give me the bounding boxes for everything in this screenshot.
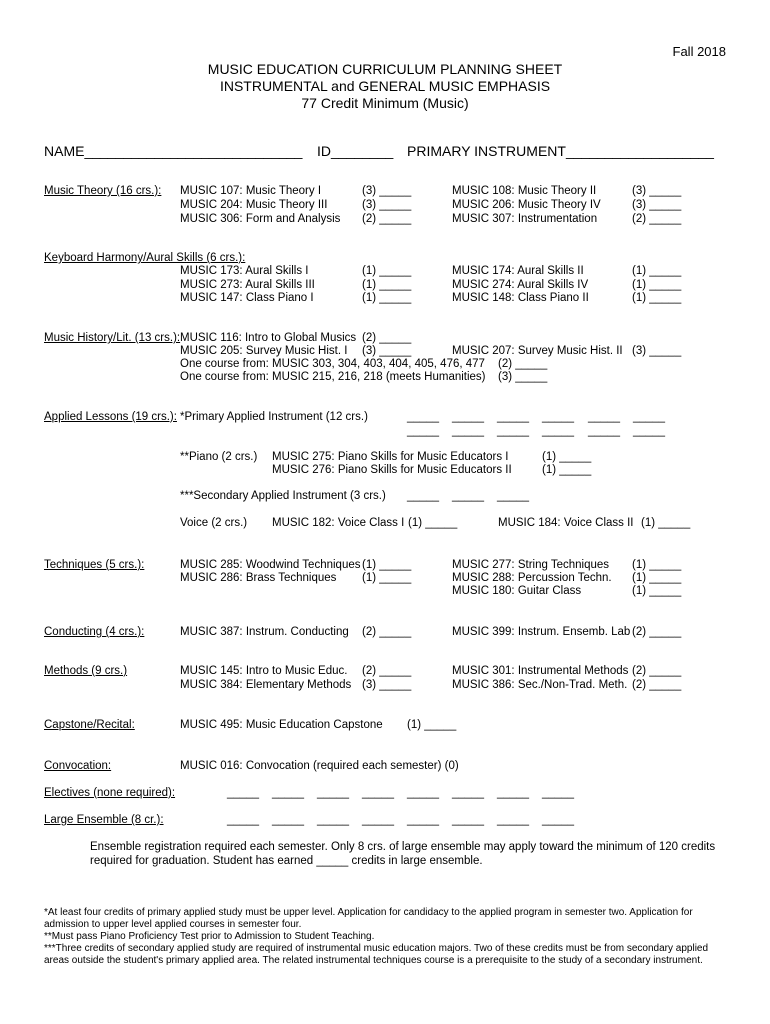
credit-blank[interactable]: (2) _____ — [362, 626, 412, 638]
section-label: Capstone/Recital: — [44, 719, 135, 731]
blank[interactable]: _____ — [272, 814, 304, 826]
page-title: MUSIC EDUCATION CURRICULUM PLANNING SHEET — [207, 61, 563, 77]
credit-blank[interactable]: (2) _____ — [362, 332, 412, 344]
blank[interactable]: _____ — [317, 814, 349, 826]
section-label: Keyboard Harmony/Aural Skills (6 crs.): — [44, 252, 246, 264]
credit-blank[interactable]: (2) _____ — [632, 626, 682, 638]
course: MUSIC 288: Percussion Techn. — [452, 572, 612, 584]
footnotes — [44, 907, 724, 967]
blank[interactable]: _____ — [272, 787, 304, 799]
course: MUSIC 277: String Techniques — [452, 559, 610, 571]
credit-blank[interactable]: (1) _____ — [407, 719, 457, 731]
course: MUSIC 206: Music Theory IV — [452, 199, 601, 211]
blank[interactable]: _____ — [497, 411, 529, 423]
credit-blank[interactable]: (3) _____ — [632, 185, 682, 197]
credit-blank[interactable]: (1) _____ — [542, 464, 592, 476]
course: MUSIC 184: Voice Class II — [498, 517, 634, 529]
credit-blank[interactable]: (1) _____ — [408, 517, 458, 529]
blank[interactable]: _____ — [497, 814, 529, 826]
section-label: Music Theory (16 crs.): — [44, 185, 162, 197]
course: MUSIC 204: Music Theory III — [180, 199, 328, 211]
term-label: Fall 2018 — [672, 44, 726, 59]
blank[interactable]: _____ — [542, 425, 574, 437]
blank[interactable]: _____ — [452, 814, 484, 826]
footnote: *At least four credits of primary applied study must be upper level. Application for candidacy to the applied program in semester two. Application for admission to upper level applied courses in semester four. — [44, 907, 693, 930]
primary-instrument-label: *Primary Applied Instrument (12 crs.) — [180, 411, 368, 423]
course: MUSIC 173: Aural Skills I — [180, 265, 309, 277]
footnote: **Must pass Piano Proficiency Test prior to Admission to Student Teaching. — [44, 931, 375, 942]
course: MUSIC 107: Music Theory I — [180, 185, 322, 197]
course: MUSIC 307: Instrumentation — [452, 213, 598, 225]
credit-blank[interactable]: (1) _____ — [632, 279, 682, 291]
blank[interactable]: _____ — [452, 411, 484, 423]
blank[interactable]: _____ — [407, 814, 439, 826]
piano-label: **Piano (2 crs.) — [180, 451, 258, 463]
course: MUSIC 147: Class Piano I — [180, 292, 314, 304]
blank[interactable]: _____ — [407, 425, 439, 437]
course: MUSIC 384: Elementary Methods — [180, 679, 352, 691]
credit-blank[interactable]: (1) _____ — [632, 559, 682, 571]
course: MUSIC 108: Music Theory II — [452, 185, 597, 197]
voice-label: Voice (2 crs.) — [180, 517, 248, 529]
credit-blank[interactable]: (1) _____ — [632, 572, 682, 584]
blank[interactable]: _____ — [227, 814, 259, 826]
credit-blank[interactable]: (1) _____ — [632, 292, 682, 304]
blank[interactable]: _____ — [317, 787, 349, 799]
course: MUSIC 116: Intro to Global Musics — [180, 332, 357, 344]
credit-blank[interactable]: (3) _____ — [362, 345, 412, 357]
course: MUSIC 016: Convocation (required each semester) (0) — [180, 760, 459, 772]
blank[interactable]: _____ — [407, 787, 439, 799]
section-label: Techniques (5 crs.): — [44, 559, 145, 571]
course: MUSIC 145: Intro to Music Educ. — [180, 665, 348, 677]
credit-blank[interactable]: (2) _____ — [362, 665, 412, 677]
course: MUSIC 399: Instrum. Ensemb. Lab — [452, 626, 631, 638]
section-label: Convocation: — [44, 760, 112, 772]
credit-blank[interactable]: (1) _____ — [362, 572, 412, 584]
course: MUSIC 182: Voice Class I — [272, 517, 405, 529]
blank[interactable]: _____ — [407, 490, 439, 502]
footnote: ***Three credits of secondary applied study are required of instrumental music education majors. Two of these credits must be from secondary applied areas outside the student's primary applied area. The related instrumental techniques course is a prerequisite to the study of a secondary instrument. — [44, 943, 709, 966]
blank[interactable]: _____ — [497, 787, 529, 799]
credit-blank[interactable]: (2) _____ — [362, 213, 412, 225]
id-field[interactable]: ID________ — [317, 143, 394, 159]
credit-blank[interactable]: (3) _____ — [498, 371, 548, 383]
course: MUSIC 275: Piano Skills for Music Educators I — [272, 451, 509, 463]
credit-blank[interactable]: (2) _____ — [632, 679, 682, 691]
credit-blank[interactable]: (2) _____ — [632, 665, 682, 677]
credit-blank[interactable]: (1) _____ — [362, 265, 412, 277]
course: MUSIC 286: Brass Techniques — [180, 572, 337, 584]
blank[interactable]: _____ — [588, 425, 620, 437]
course: MUSIC 495: Music Education Capstone — [180, 719, 383, 731]
credit-blank[interactable]: (1) _____ — [632, 265, 682, 277]
credit-blank[interactable]: (3) _____ — [362, 199, 412, 211]
course: One course from: MUSIC 303, 304, 403, 404, 405, 476, 477 — [180, 358, 485, 370]
credit-blank[interactable]: (3) _____ — [362, 185, 412, 197]
blank[interactable]: _____ — [588, 411, 620, 423]
credit-blank[interactable]: (1) _____ — [641, 517, 691, 529]
credit-blank[interactable]: (3) _____ — [632, 345, 682, 357]
course: MUSIC 301: Instrumental Methods — [452, 665, 629, 677]
section-label: Applied Lessons (19 crs.): — [44, 411, 177, 423]
blank[interactable]: _____ — [497, 425, 529, 437]
course: One course from: MUSIC 215, 216, 218 (meets Humanities) — [180, 371, 486, 383]
blank[interactable]: _____ — [452, 787, 484, 799]
ensemble-note: Ensemble registration required each semester. Only 8 crs. of large ensemble may apply toward the minimum of 120 credits required for graduation. Student has earned _____ credits in large ensemble. — [90, 841, 716, 867]
blank[interactable]: _____ — [542, 411, 574, 423]
credit-blank[interactable]: (1) _____ — [542, 451, 592, 463]
course: MUSIC 285: Woodwind Techniques — [180, 559, 361, 571]
course: MUSIC 148: Class Piano II — [452, 292, 589, 304]
course: MUSIC 273: Aural Skills III — [180, 279, 315, 291]
credit-blank[interactable]: (1) _____ — [362, 559, 412, 571]
credit-blank[interactable]: (1) _____ — [632, 585, 682, 597]
course: MUSIC 386: Sec./Non-Trad. Meth. — [452, 679, 628, 691]
course: MUSIC 207: Survey Music Hist. II — [452, 345, 623, 357]
course: MUSIC 205: Survey Music Hist. I — [180, 345, 348, 357]
section-label: Music History/Lit. (13 crs.): — [44, 332, 181, 344]
course: MUSIC 180: Guitar Class — [452, 585, 582, 597]
course: MUSIC 274: Aural Skills IV — [452, 279, 589, 291]
secondary-instrument-label: ***Secondary Applied Instrument (3 crs.) — [180, 490, 386, 502]
blank[interactable]: _____ — [542, 787, 574, 799]
blank[interactable]: _____ — [497, 490, 529, 502]
section-label: Large Ensemble (8 cr.): — [44, 814, 164, 826]
course: MUSIC 387: Instrum. Conducting — [180, 626, 349, 638]
course: MUSIC 276: Piano Skills for Music Educators II — [272, 464, 512, 476]
blank[interactable]: _____ — [362, 814, 394, 826]
blank[interactable]: _____ — [227, 787, 259, 799]
course: MUSIC 306: Form and Analysis — [180, 213, 341, 225]
blank[interactable]: _____ — [542, 814, 574, 826]
credit-blank[interactable]: (3) _____ — [362, 679, 412, 691]
credit-blank[interactable]: (1) _____ — [362, 279, 412, 291]
name-field[interactable]: NAME____________________________ — [44, 143, 303, 159]
blank[interactable]: _____ — [407, 411, 439, 423]
credit-blank[interactable]: (2) _____ — [632, 213, 682, 225]
section-label: Methods (9 crs.) — [44, 665, 128, 677]
primary-instrument-field[interactable]: PRIMARY INSTRUMENT___________________ — [407, 143, 714, 159]
course: MUSIC 174: Aural Skills II — [452, 265, 584, 277]
blank[interactable]: _____ — [362, 787, 394, 799]
blank[interactable]: _____ — [633, 411, 665, 423]
credit-blank[interactable]: (3) _____ — [632, 199, 682, 211]
section-label: Conducting (4 crs.): — [44, 626, 145, 638]
blank[interactable]: _____ — [452, 425, 484, 437]
blank[interactable]: _____ — [452, 490, 484, 502]
credit-minimum: 77 Credit Minimum (Music) — [301, 95, 469, 111]
blank[interactable]: _____ — [633, 425, 665, 437]
section-label: Electives (none required): — [44, 787, 176, 799]
page-subtitle: INSTRUMENTAL and GENERAL MUSIC EMPHASIS — [219, 78, 551, 94]
credit-blank[interactable]: (2) _____ — [498, 358, 548, 370]
credit-blank[interactable]: (1) _____ — [362, 292, 412, 304]
